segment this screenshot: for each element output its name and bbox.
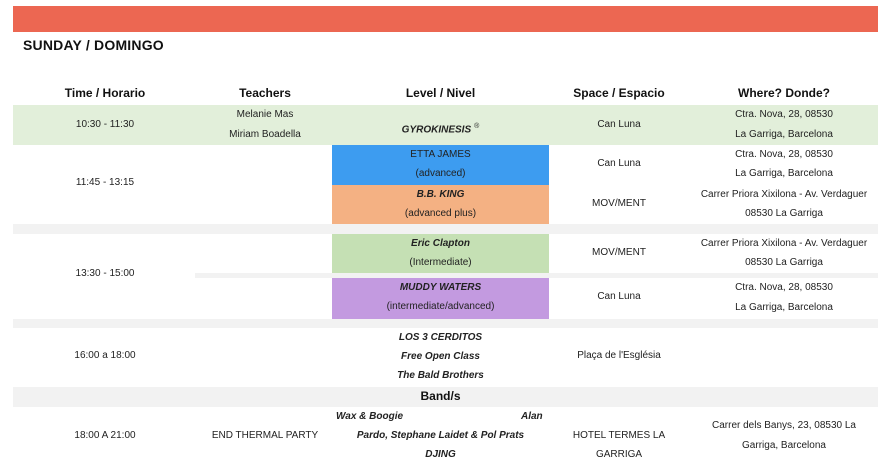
space-cell: HOTEL TERMES LA GARRIGA xyxy=(572,430,666,460)
address-line: Ctra. Nova, 28, 08530 xyxy=(735,109,833,120)
space-cell: Can Luna xyxy=(597,158,641,169)
teacher-name: Miriam Boadella xyxy=(229,129,301,140)
header-teachers: Teachers xyxy=(239,86,291,100)
band-members: Pardo, Stephane Laidet & Pol Prats xyxy=(356,430,525,441)
level-subtitle: (advanced) xyxy=(415,168,466,179)
space-cell: MOV/MENT xyxy=(592,247,646,258)
teacher-name: Melanie Mas xyxy=(236,109,294,120)
registered-mark: ® xyxy=(474,123,480,130)
time-cell: 18:00 A 21:00 xyxy=(74,430,136,441)
header-level: Level / Nivel xyxy=(405,86,476,100)
space-cell: Can Luna xyxy=(597,291,641,302)
address-line: Carrer Priora Xixilona - Av. Verdaguer xyxy=(700,189,868,200)
level-title: ETTA JAMES xyxy=(410,149,471,160)
address-line: La Garriga, Barcelona xyxy=(735,129,833,140)
band-name xyxy=(322,426,559,445)
space-cell: Can Luna xyxy=(597,119,641,130)
address-line: Garriga, Barcelona xyxy=(742,440,826,451)
level-block-eric-clapton xyxy=(332,234,549,273)
address-line: La Garriga, Barcelona xyxy=(735,168,833,179)
dj-label: DJING xyxy=(425,449,456,460)
time-cell: 10:30 - 11:30 xyxy=(75,119,135,130)
top-color-bar xyxy=(13,6,878,32)
level-cell-open-class xyxy=(332,328,549,385)
level-title: Eric Clapton xyxy=(411,238,470,249)
bands-header: Band/s xyxy=(420,389,461,403)
band-name: Wax & Boogie xyxy=(336,411,404,422)
header-space: Space / Espacio xyxy=(573,86,665,100)
day-title: SUNDAY / DOMINGO xyxy=(23,37,164,53)
address-line: 08530 La Garriga xyxy=(745,208,823,219)
level-block-etta-james xyxy=(332,145,549,185)
time-cell: 11:45 - 13:15 xyxy=(75,177,135,188)
time-cell: 13:30 - 15:00 xyxy=(75,268,135,279)
space-cell: Plaça de l'Església xyxy=(577,350,661,361)
level-title: LOS 3 CERDITOS xyxy=(398,332,483,343)
level-subtitle: The Bald Brothers xyxy=(397,370,484,381)
band-name xyxy=(332,445,549,464)
row-separator xyxy=(13,224,878,234)
level-subtitle: (Intermediate) xyxy=(409,257,472,268)
level-block-muddy-waters xyxy=(332,278,549,319)
time-cell: 16:00 a 18:00 xyxy=(74,350,136,361)
address-line: Ctra. Nova, 28, 08530 xyxy=(735,282,833,293)
address-line: La Garriga, Barcelona xyxy=(735,302,833,313)
space-cell: MOV/MENT xyxy=(592,198,646,209)
address-line: Carrer Priora Xixilona - Av. Verdaguer xyxy=(700,238,868,249)
level-block-bb-king xyxy=(332,185,549,224)
level-title: MUDDY WATERS xyxy=(399,282,482,293)
header-time: Time / Horario xyxy=(64,86,146,100)
address-line: 08530 La Garriga xyxy=(745,257,823,268)
address-line: Carrer dels Banys, 23, 08530 La xyxy=(712,420,856,431)
level-subtitle: (advanced plus) xyxy=(404,208,477,219)
event-name: END THERMAL PARTY xyxy=(211,430,319,441)
level-cell xyxy=(332,117,549,139)
row-separator xyxy=(13,319,878,328)
level-subtitle: (intermediate/advanced) xyxy=(386,301,495,312)
level-title: B.B. KING xyxy=(416,189,465,200)
header-where: Where? Donde? xyxy=(738,86,830,100)
level-subtitle: Free Open Class xyxy=(401,351,480,362)
address-line: Ctra. Nova, 28, 08530 xyxy=(735,149,833,160)
level-title: GYROKINESIS xyxy=(401,124,472,136)
band-name: Alan xyxy=(521,411,543,422)
